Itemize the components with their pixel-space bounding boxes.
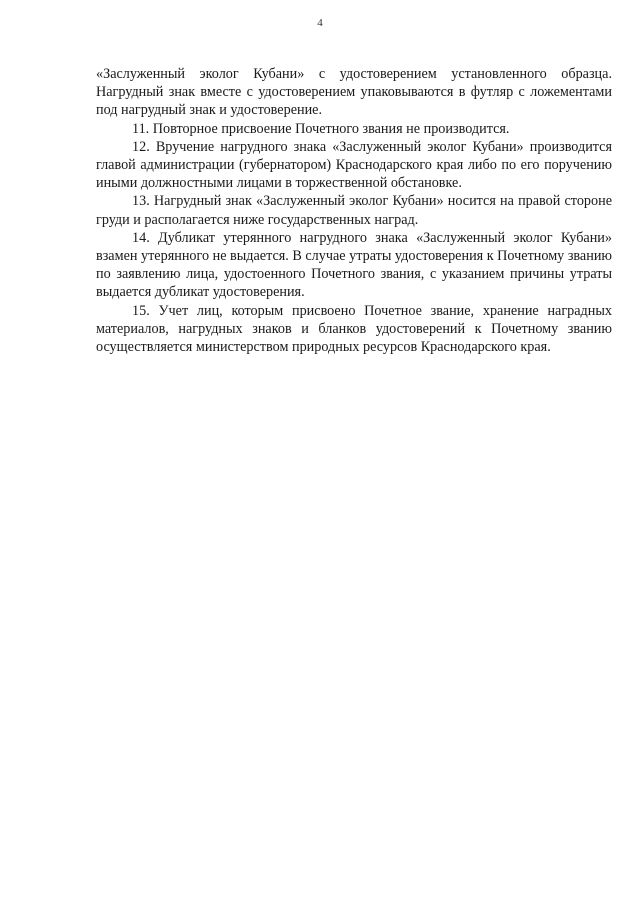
paragraph-11: 11. Повторное присвоение Почетного звания не производится. <box>132 120 510 137</box>
document-body <box>96 65 612 356</box>
paragraph-14: 14. Дубликат утерянного нагрудного знака «Заслуженный эколог Кубани» взамен утерянного не выдается. В случае утраты удостоверения к Почетному званию по заявлению лица, удостоенного Почетного звания, с указанием причины утраты выдается дубликат удостоверения. <box>96 229 613 301</box>
paragraph-15: 15. Учет лиц, которым присвоено Почетное звание, хранение наградных материалов, нагрудных знаков и бланков удостоверений к Почетному званию осуществляется министерством природных ресурсов Краснодарского края. <box>96 302 612 356</box>
page-number: 4 <box>317 17 323 29</box>
paragraph-13: 13. Нагрудный знак «Заслуженный эколог Кубани» носится на правой стороне груди и располагается ниже государственных наград. <box>96 193 612 228</box>
paragraph-12: 12. Вручение нагрудного знака «Заслуженный эколог Кубани» производится главой администрации (губернатором) Краснодарского края либо по его поручению иными должностными лицами в торжественной обстановке. <box>96 138 612 192</box>
paragraph-continuation: «Заслуженный эколог Кубани» с удостоверением установленного образца. Нагрудный знак вместе с удостоверением упаковываются в футляр с ложементами под нагрудный знак и удостоверение. <box>96 66 612 119</box>
